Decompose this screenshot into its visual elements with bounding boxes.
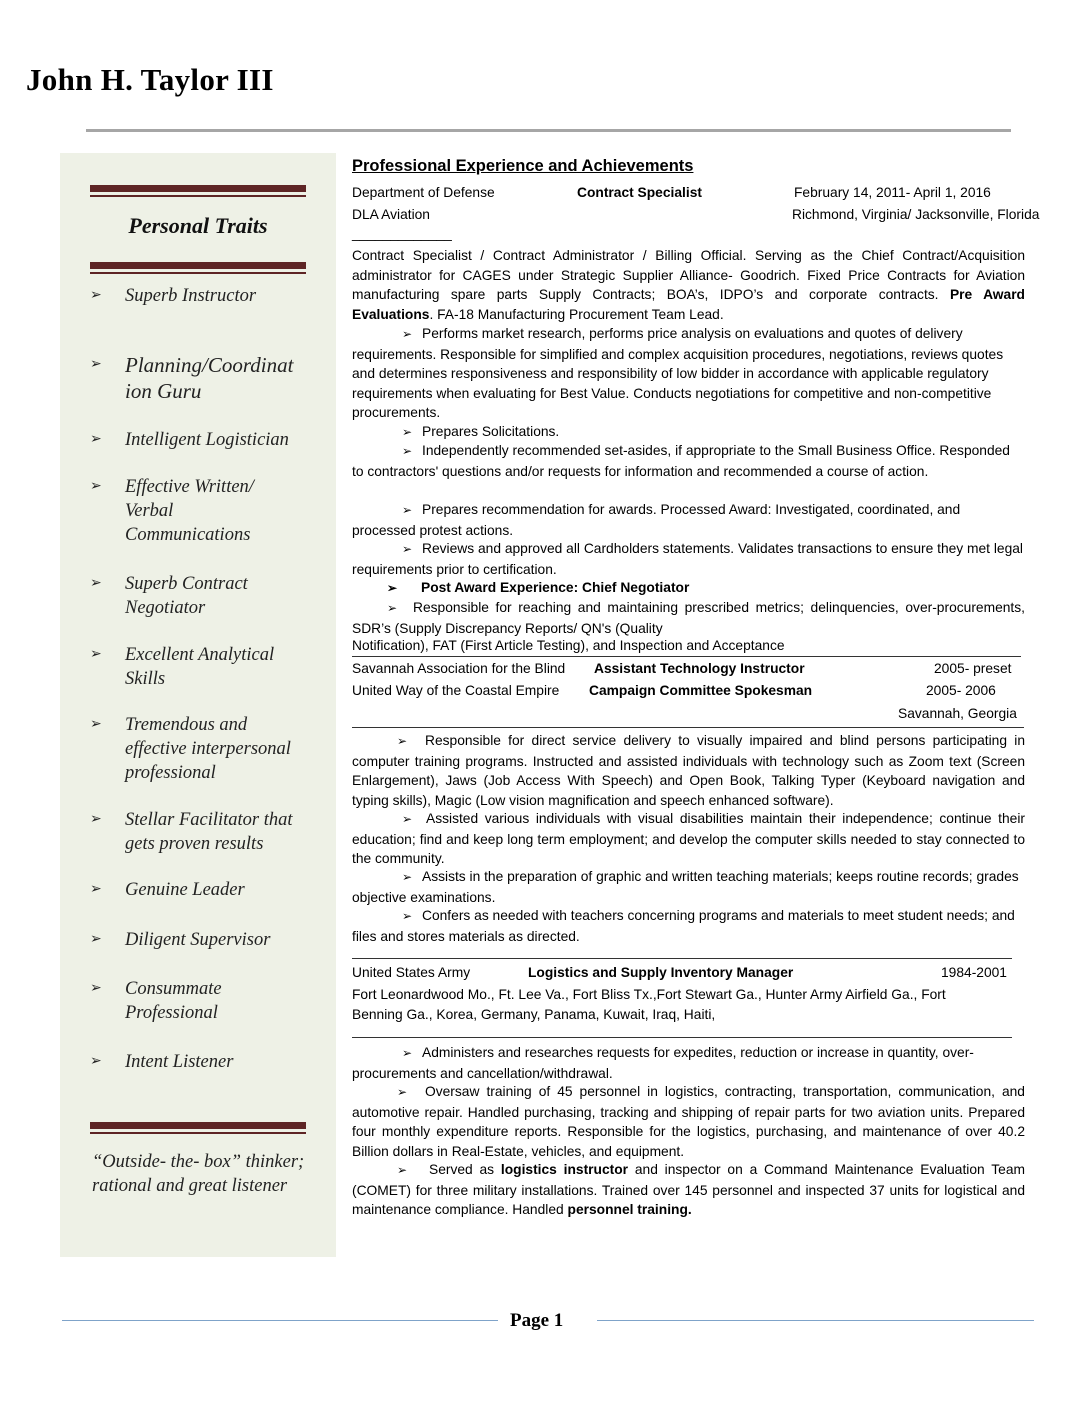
arrow-bullet-icon: ➢ — [396, 734, 407, 748]
job3-locations: Fort Leonardwood Mo., Ft. Lee Va., Fort Bliss Tx.,Fort Stewart Ga., Hunter Army Airfield Ga., Fort Benning Ga., Korea, Germany, Panama, Kuwait, Iraq, Haiti, — [352, 987, 946, 1022]
footer-rule-left — [62, 1320, 498, 1321]
job1-bullet: ➢ Performs market research, performs price analysis on evaluations and quotes of delivery requirements. Responsible for simplified and complex acquisition procedures, negotiations, reviews quotes and determines responsiveness and responsibility of low bidder in accordance with applicable regulatory requirements when evaluating for Best Value. Conducts negotiations for competitive and non-competitive procurements. — [352, 326, 1004, 420]
arrow-bullet-icon: ➢ — [396, 1163, 407, 1177]
job3-bullet: ➢ Oversaw training of 45 personnel in logistics, contracting, transportation, communication, and automotive repair. Handled purchasing, tracking and shipping of repair parts for two aviation units. Prepared four monthly expenditure reports. Responsible for the logistics, purchasing, and maintenance of over 40.2 Billion dollars in Real-Estate, vehicles, and equipment. — [352, 1084, 1025, 1159]
job1-bullet: ➢ Prepares recommendation for awards. Processed Award: Investigated, coordinated, and processed protest actions. — [352, 502, 961, 538]
job1-separator: _____________ — [352, 226, 452, 241]
trait-item: ➢ Intent Listener — [90, 1052, 234, 1072]
arrow-bullet-icon: ➢ — [90, 357, 102, 372]
arrow-bullet-icon: ➢ — [401, 444, 412, 458]
job1-bullet: ➢ Independently recommended set-asides, if appropriate to the Small Business Office. Responded to contractors' questions and/or requests for information and recommended a course of action. — [352, 443, 1010, 479]
trait-item: ➢ Superb Contract Negotiator — [90, 574, 248, 618]
arrow-bullet-icon: ➢ — [401, 503, 412, 517]
arrow-bullet-icon: ➢ — [396, 1085, 407, 1099]
job1-bullet-cont: Notification), FAT (First Article Testing), and Inspection and Acceptance — [352, 638, 785, 653]
job3-dates: 1984-2001 — [941, 965, 1007, 980]
job1-summary: Contract Specialist / Contract Administrator / Billing Official. Serving as the Chief Contract/Acquisition administrator for CAGES under Strategic Supplier Alliance- Goodrich. Fixed Price Contracts for Aviation manufacturing spare parts Supply Contracts; BOA’s, IDPO’s and corporate contracts. Pre Award Evaluations. FA-18 Manufacturing Procurement Team Lead. — [352, 248, 1025, 322]
job1-employer: Department of Defense — [352, 185, 495, 200]
job-divider — [352, 727, 1024, 728]
job3-title: Logistics and Supply Inventory Manager — [528, 965, 794, 980]
job3-employer: United States Army — [352, 965, 471, 980]
job1-bullet: ➢ Prepares Solicitations. — [352, 422, 1025, 443]
sidebar-bar-top — [90, 185, 306, 192]
job2-dates: 2005- 2006 — [926, 683, 996, 698]
sidebar-quote: “Outside- the- box” thinker; rational and great listener — [92, 1152, 305, 1196]
section-title: Professional Experience and Achievements — [352, 157, 694, 175]
job2-bullet: ➢ Responsible for direct service delivery to visually impaired and blind persons participating in computer training programs. Instructed and assisted individuals with technology such as Zoom text (Screen Enlargement), Jaws (Job Access With Speech) and Open Book, Talking Typer (Keyboard navigation and typing skills), Magic (Low vision magnification and speech enhanced software). — [352, 733, 1025, 808]
job2-title: Assistant Technology Instructor — [594, 661, 805, 676]
arrow-bullet-icon: ➢ — [401, 1046, 412, 1060]
arrow-bullet-icon: ➢ — [401, 870, 412, 884]
job1-bullet: ➢ Post Award Experience: Chief Negotiator — [352, 578, 1025, 599]
header-divider — [86, 129, 1011, 132]
arrow-bullet-icon: ➢ — [401, 909, 412, 923]
job2-dates: 2005- preset — [934, 661, 1012, 676]
arrow-bullet-icon: ➢ — [90, 647, 102, 662]
trait-item: ➢ Superb Instructor — [90, 286, 257, 306]
sidebar-bar-bottom — [90, 1122, 306, 1129]
arrow-bullet-icon: ➢ — [386, 601, 397, 615]
arrow-bullet-icon: ➢ — [90, 576, 102, 591]
trait-item: ➢ Stellar Facilitator that gets proven results — [90, 810, 293, 854]
arrow-bullet-icon: ➢ — [90, 717, 102, 732]
job1-bullet: ➢ Reviews and approved all Cardholders statements. Validates transactions to ensure they met legal requirements prior to certification. — [352, 541, 1023, 577]
job1-bullet: ➢ Responsible for reaching and maintaining prescribed metrics; delinquencies, over-procurements, SDR’s (Supply Discrepancy Reports/ QN's (Quality — [352, 600, 1025, 636]
trait-item: ➢ Excellent Analytical Skills — [90, 645, 275, 689]
sidebar-bar-mid — [90, 262, 306, 269]
job2-location: Savannah, Georgia — [898, 706, 1017, 721]
job-divider — [352, 958, 1012, 959]
arrow-bullet-icon: ➢ — [90, 932, 102, 947]
job-divider — [352, 1037, 1012, 1038]
sidebar-title: Personal Traits — [128, 213, 268, 238]
arrow-bullet-icon: ➢ — [90, 432, 102, 447]
arrow-bullet-icon: ➢ — [90, 882, 102, 897]
arrow-bullet-icon: ➢ — [90, 812, 102, 827]
arrow-bullet-icon: ➢ — [401, 812, 412, 826]
job1-dates: February 14, 2011- April 1, 2016 — [794, 185, 991, 200]
job2-bullet: ➢ Assisted various individuals with visual disabilities maintain their independence; continue their education; find and keep long term employment; and develop the computer skills needed to stay connected to the community. — [352, 811, 1025, 866]
trait-item: ➢ Tremendous and effective interpersonal professional — [90, 715, 291, 783]
arrow-bullet-icon: ➢ — [90, 1054, 102, 1069]
trait-item: ➢ Effective Written/ Verbal Communications — [90, 477, 254, 545]
trait-item: ➢ Diligent Supervisor — [90, 930, 271, 950]
arrow-bullet-icon: ➢ — [90, 288, 102, 303]
job2-employer: United Way of the Coastal Empire — [352, 683, 560, 698]
resume-name: John H. Taylor III — [26, 62, 274, 97]
job1-location: Richmond, Virginia/ Jacksonville, Florida — [792, 207, 1040, 222]
arrow-bullet-icon: ➢ — [90, 479, 102, 494]
page-number: Page 1 — [510, 1310, 564, 1331]
job-divider — [352, 656, 1021, 657]
job2-title: Campaign Committee Spokesman — [589, 683, 813, 698]
job2-bullet: ➢ Assists in the preparation of graphic and written teaching materials; keeps routine records; grades objective examinations. — [352, 869, 1019, 905]
trait-item: ➢ Intelligent Logistician — [90, 430, 289, 450]
job2-bullet: ➢ Confers as needed with teachers concerning programs and materials to meet student needs; and files and stores materials as directed. — [352, 908, 1015, 944]
arrow-bullet-icon: ➢ — [386, 581, 397, 595]
trait-item: ➢ Consummate Professional — [90, 979, 222, 1023]
job3-bullet: ➢ Served as logistics instructor and inspector on a Command Maintenance Evaluation Team (COMET) for three military installations. Trained over 145 personnel and inspected 37 units for logistical and maintenance compliance. Handled personnel training. — [352, 1162, 1025, 1217]
arrow-bullet-icon: ➢ — [401, 542, 412, 556]
trait-item: ➢ Planning/Coordinat ion Guru — [90, 353, 294, 403]
personal-traits-sidebar — [60, 153, 336, 1257]
job1-title: Contract Specialist — [577, 185, 702, 200]
arrow-bullet-icon: ➢ — [401, 425, 412, 439]
arrow-bullet-icon: ➢ — [401, 327, 412, 341]
job2-employer: Savannah Association for the Blind — [352, 661, 566, 676]
job3-bullet: ➢ Administers and researches requests for expedites, reduction or increase in quantity, over-procurements and cancellation/withdrawal. — [352, 1045, 974, 1081]
arrow-bullet-icon: ➢ — [90, 981, 102, 996]
trait-item: ➢ Genuine Leader — [90, 880, 245, 900]
footer-rule-right — [597, 1320, 1034, 1321]
job1-unit: DLA Aviation — [352, 207, 430, 222]
